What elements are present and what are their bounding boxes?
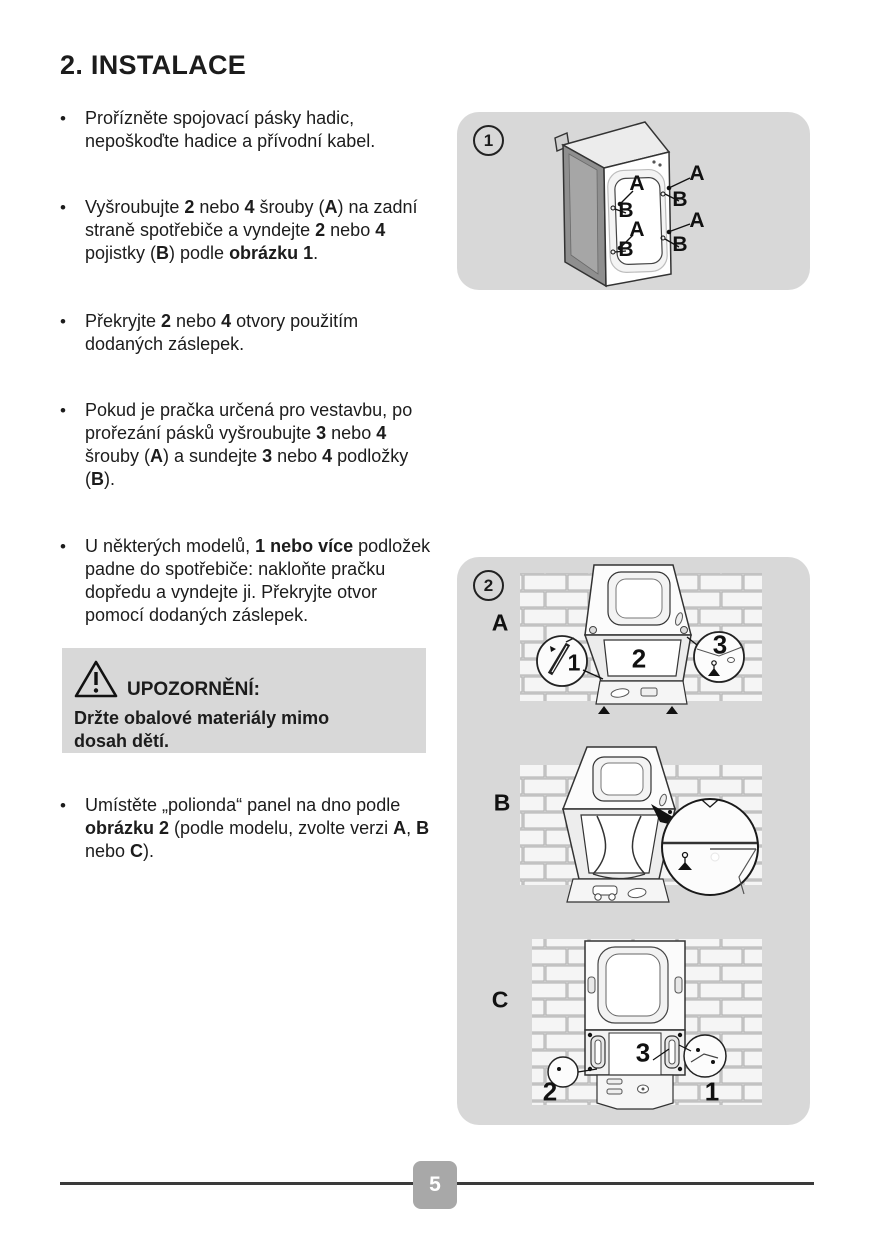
page-title: 2. INSTALACE <box>60 50 247 80</box>
warning-triangle-icon <box>74 659 118 704</box>
bullet-text: U některých modelů, 1 nebo více podložek padne do spotřebiče: nakloňte pračku dopředu a vyndejte ji. Překryjte otvor pomocí dodaných záslepek. <box>85 536 431 625</box>
version-c-label: C <box>491 986 509 1013</box>
screw-label-a: A <box>689 162 705 185</box>
page-number-badge: 5 <box>413 1161 457 1209</box>
bullet-washers <box>60 535 432 627</box>
lock-label-b: B <box>672 188 688 211</box>
callout-number: 1 <box>567 649 581 676</box>
bullet-marker: • <box>60 312 66 331</box>
figure-1-panel <box>457 112 810 290</box>
callout-number: 3 <box>635 1037 651 1068</box>
bullet-hoses <box>60 107 432 153</box>
bullet-unscrew <box>60 196 432 265</box>
bullet-text: Prořízněte spojovací pásky hadic, nepoškoďte hadice a přívodní kabel. <box>85 108 376 151</box>
version-b-label: B <box>493 789 511 816</box>
bullet-marker: • <box>60 401 66 420</box>
figure-number-text: 2 <box>483 575 494 595</box>
screw-label-a: A <box>629 218 645 241</box>
lock-label-b: B <box>618 199 634 222</box>
callout-number: 3 <box>712 629 728 660</box>
bullet-marker: • <box>60 796 66 815</box>
figure-2-number <box>473 570 504 601</box>
warning-text: Držte obalové materiály mimo dosah dětí. <box>74 708 330 751</box>
version-a-label: A <box>491 609 509 636</box>
warning-box <box>62 648 426 753</box>
bullet-marker: • <box>60 537 66 556</box>
figure-2-panel <box>457 557 810 1125</box>
callout-number: 2 <box>631 643 647 674</box>
bullet-text: Pokud je pračka určená pro vestavbu, po prořezání pásků vyšroubujte 3 nebo 4 šrouby (A) a sundejte 3 nebo 4 podložky (B). <box>85 400 413 489</box>
bullet-cover-holes <box>60 310 432 356</box>
lock-label-b: B <box>618 238 634 261</box>
bullet-marker: • <box>60 109 66 128</box>
bullet-text: Umístěte „polionda“ panel na dno podle obrázku 2 (podle modelu, zvolte verzi A, B nebo C). <box>85 795 430 861</box>
callout-number: 2 <box>542 1076 558 1107</box>
bullet-text: Překryjte 2 nebo 4 otvory použitím dodaných záslepek. <box>85 311 359 354</box>
screw-label-a: A <box>629 172 645 195</box>
lock-label-b: B <box>672 233 688 256</box>
bullet-built-in <box>60 399 432 491</box>
callout-number: 1 <box>704 1076 720 1107</box>
figure-1-number <box>473 125 504 156</box>
bullet-marker: • <box>60 198 66 217</box>
bullet-polionda <box>60 794 432 863</box>
bullet-text: Vyšroubujte 2 nebo 4 šrouby (A) na zadní straně spotřebiče a vyndejte 2 nebo 4 pojistky (B) podle obrázku 1. <box>85 197 418 263</box>
figure-2-drawing <box>457 557 810 1125</box>
screw-label-a: A <box>689 209 705 232</box>
warning-title: UPOZORNĚNÍ: <box>127 679 260 700</box>
figure-number-text: 1 <box>483 130 494 150</box>
